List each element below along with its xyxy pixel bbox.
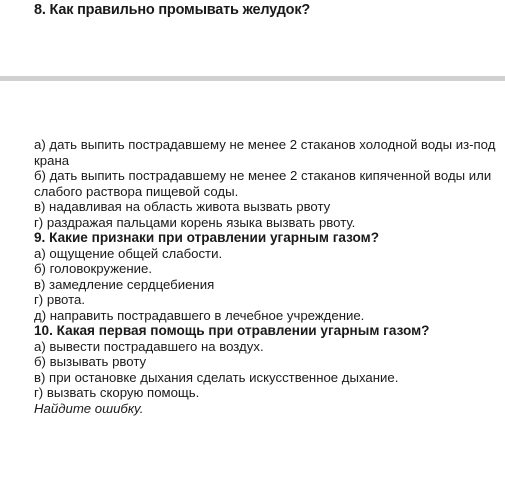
q10-option-b: б) вызывать рвоту — [34, 354, 147, 369]
question-8-title: 8. Как правильно промывать желудок? — [34, 2, 311, 18]
question-10-title: 10. Какая первая помощь при отравлении угарным газом? — [34, 323, 430, 338]
q9-option-b: б) головокружение. — [34, 261, 153, 276]
question-9-title: 9. Какие признаки при отравлении угарным газом? — [34, 230, 380, 245]
find-error-instruction: Найдите ошибку. — [34, 400, 144, 416]
q9-option-e: д) направить пострадавшего в лечебное учреждение. — [34, 307, 365, 323]
section-separator — [0, 76, 505, 81]
q9-option-a: а) ощущение общей слабости. — [34, 245, 223, 261]
q9-option-c: в) замедление сердцебиения — [34, 276, 215, 292]
question-content — [34, 137, 499, 416]
q8-option-c: в) надавливая на область живота вызвать рвоту — [34, 199, 331, 214]
q8-option-a: а) дать выпить пострадавшему не менее 2 стаканов холодной воды из-под крана — [34, 137, 496, 168]
q10-option-c: в) при остановке дыхания сделать искусственное дыхание. — [34, 369, 399, 385]
q8-option-b: б) дать выпить пострадавшему не менее 2 стаканов кипяченной воды или слабого раствора пищевой соды. — [34, 168, 492, 199]
q8-option-d: г) раздражая пальцами корень языка вызвать рвоту. — [34, 214, 356, 230]
q10-option-d: г) вызвать скорую помощь. — [34, 385, 200, 400]
q10-option-a: а) вывести пострадавшего на воздух. — [34, 338, 264, 354]
q9-option-d: г) рвота. — [34, 292, 85, 307]
